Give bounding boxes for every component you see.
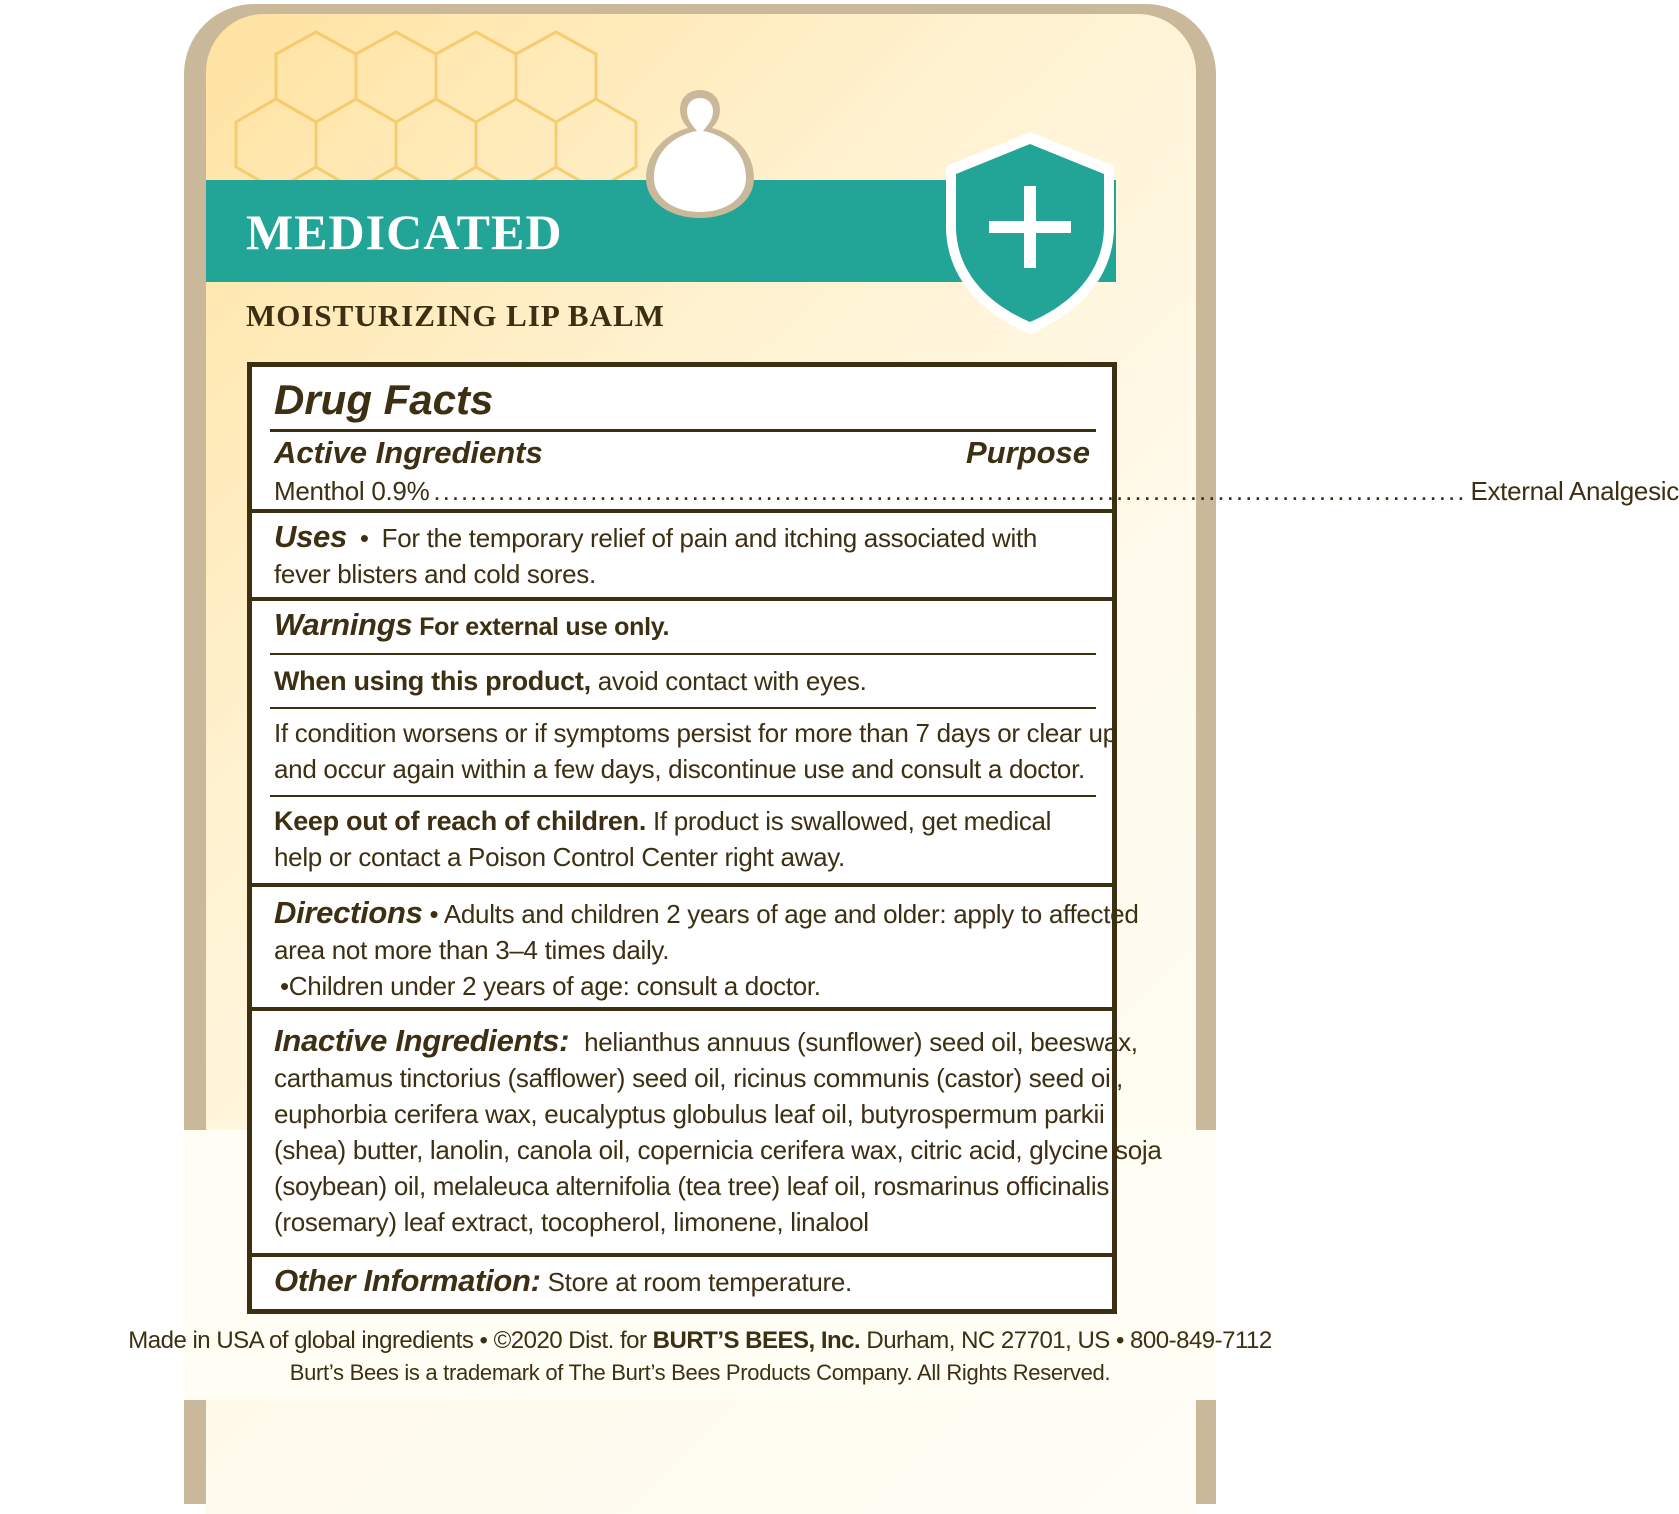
condition-text-line2: and occur again within a few days, discontinue use and consult a doctor. [274,754,1085,784]
purpose-value: External Analgesic [1470,476,1679,506]
active-ingredients-section [252,433,1679,509]
warnings-rule [270,795,1096,797]
directions-text-line1: • Adults and children 2 years of age and older: apply to affected [429,899,1139,929]
uses-section [252,519,1112,592]
shield-plus-icon [938,128,1122,338]
when-using-text: avoid contact with eyes. [597,666,867,696]
inactive-text-line4: (shea) butter, lanolin, canola oil, copernicia cerifera wax, citric acid, glycine soja [274,1135,1162,1165]
warnings-heading: Warnings [274,607,413,642]
uses-heading: Uses [274,519,347,554]
stop-use-section [252,715,1117,787]
drug-facts-title: Drug Facts [274,376,494,423]
footer-trademark: Burt’s Bees is a trademark of The Burt’s Bees Products Company. All Rights Reserved. [289,1360,1111,1385]
warnings-section [252,607,1112,645]
warnings-text: For external use only. [419,613,670,641]
section-rule [252,597,1112,601]
drug-facts-panel [247,362,1679,1314]
other-information-heading: Other Information: [274,1263,541,1298]
keep-out-heading: Keep out of reach of children. [274,806,647,836]
inactive-text-line6: (rosemary) leaf extract, tocopherol, limonene, linalool [274,1207,869,1237]
section-rule [252,1253,1112,1257]
when-using-section [252,663,1112,699]
active-ingredients-heading: Active Ingredients [274,435,543,470]
footer-brand: BURT’S BEES, Inc. [652,1327,861,1354]
title-rule [270,429,1096,432]
inactive-ingredients-section [252,1023,1162,1240]
keep-out-text-line1: If product is swallowed, get medical [652,806,1052,836]
footer-origin: Made in USA of global ingredients • ©2020 Dist. for [128,1327,647,1354]
warnings-rule [270,707,1096,709]
section-rule [252,509,1112,513]
directions-text-line2: area not more than 3–4 times daily. [274,935,670,965]
keep-out-section [252,803,1112,875]
inactive-text-line3: euphorbia cerifera wax, eucalyptus globulus leaf oil, butyrospermum parkii [274,1099,1105,1129]
purpose-heading: Purpose [965,435,1090,470]
dot-leader: ................................................................................................................ [433,476,1467,506]
other-information-text: Store at room temperature. [547,1267,852,1297]
uses-bullet: • [359,523,369,553]
footer-distributor [0,1324,1400,1358]
drug-facts-header-section [252,373,1112,427]
product-subtitle: MOISTURIZING LIP BALM [246,298,665,333]
directions-heading: Directions [274,895,423,930]
hang-hole-icon [630,80,770,220]
directions-section [252,895,1139,1004]
when-using-heading: When using this product, [274,666,591,696]
section-rule [252,1007,1112,1011]
directions-text-line3: •Children under 2 years of age: consult a doctor. [280,971,821,1001]
uses-text-line1: For the temporary relief of pain and itching associated with [381,523,1038,553]
footer-address: Durham, NC 27701, US • 800-849-7112 [866,1327,1272,1354]
uses-text-line2: fever blisters and cold sores. [274,559,596,589]
inactive-ingredients-heading: Inactive Ingredients: [274,1023,570,1058]
other-information-section [252,1263,1112,1300]
inactive-text-line2: carthamus tinctorius (safflower) seed oil, ricinus communis (castor) seed oil, [274,1063,1123,1093]
condition-text-line1: If condition worsens or if symptoms persist for more than 7 days or clear up [274,718,1117,748]
warnings-rule [270,653,1096,655]
active-ingredient: Menthol 0.9% [274,476,430,506]
inactive-text-line5: (soybean) oil, melaleuca alternifolia (tea tree) leaf oil, rosmarinus officinalis [274,1171,1110,1201]
band-title: MEDICATED [246,204,563,260]
keep-out-text-line2: help or contact a Poison Control Center right away. [274,842,845,872]
inactive-text-line1: helianthus annuus (sunflower) seed oil, beeswax, [584,1027,1138,1057]
section-rule [252,883,1112,887]
